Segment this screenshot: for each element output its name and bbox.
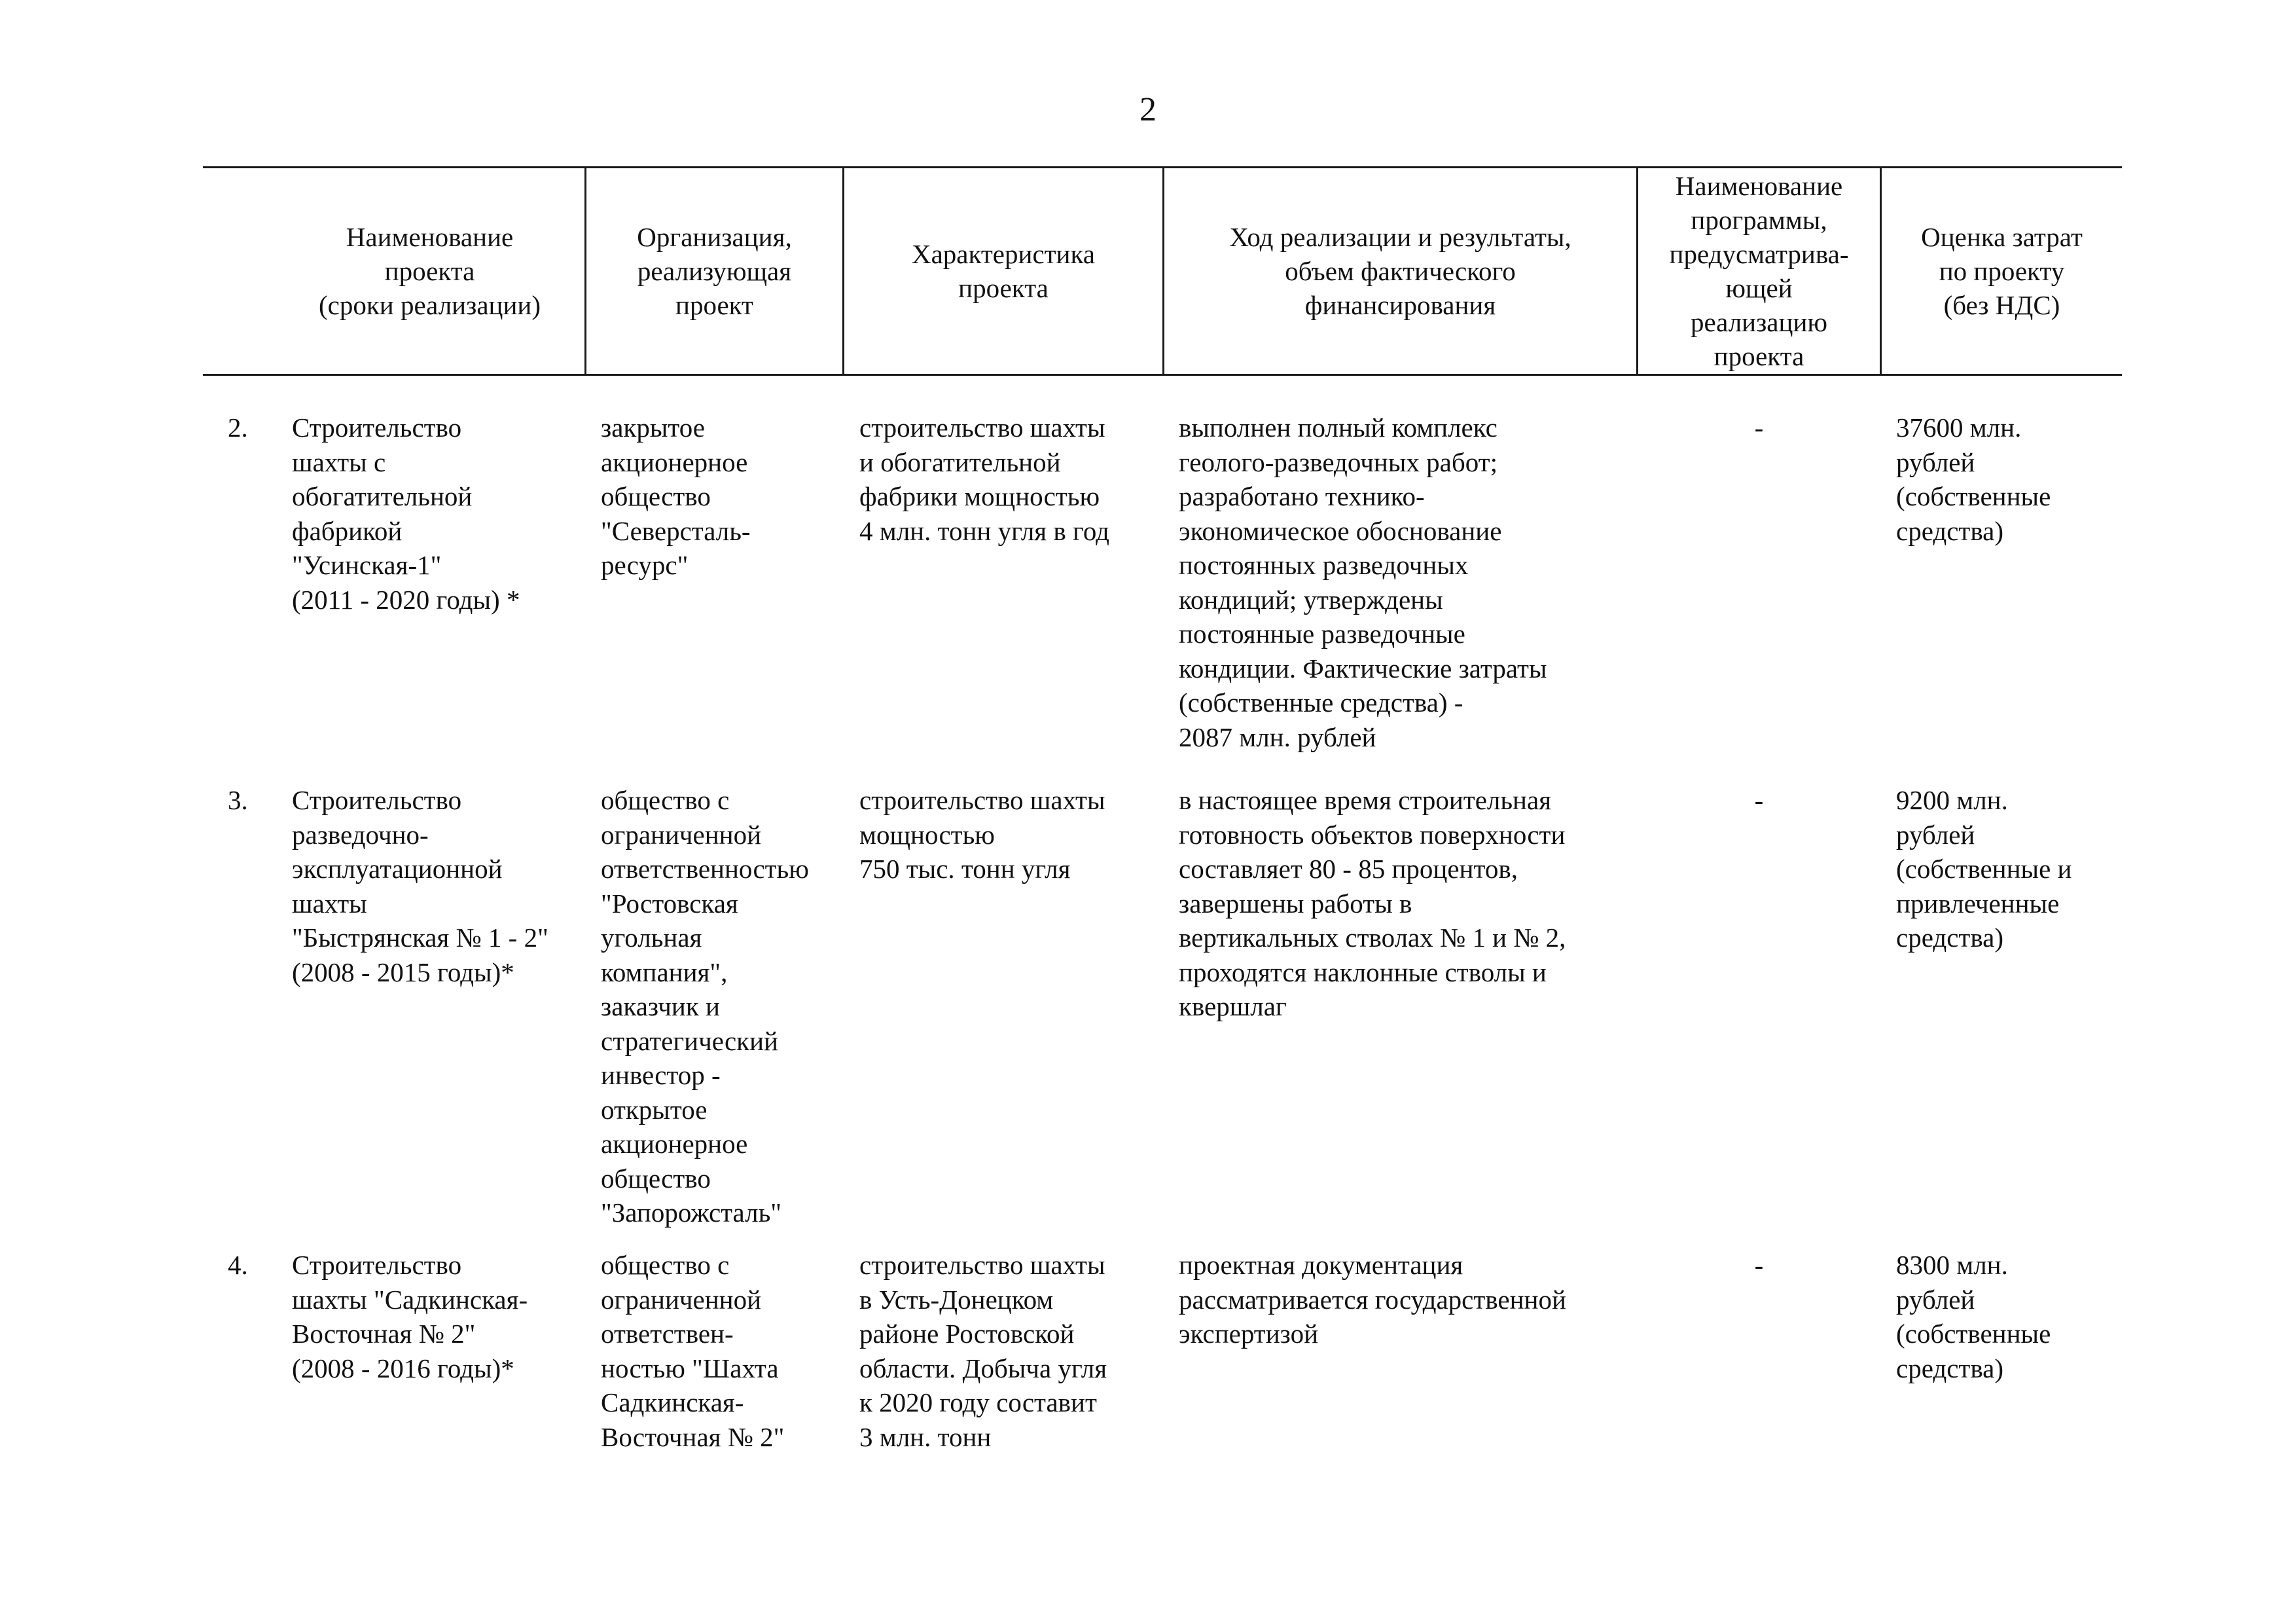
page-number: 2 (1139, 91, 1157, 128)
organization: общество с ограниченной ответствен- ностью "Шахта Садкинская- Восточная № 2" (601, 1250, 785, 1452)
header-program: Наименование программы, предусматрива- ющей реализацию проекта (1669, 171, 1849, 371)
row-number: 3. (228, 785, 248, 815)
organization: общество с ограниченной ответственностью "Ростовская угольная компания", заказчик и стратегический инвестор - открытое акционерное общество "Запорожсталь" (601, 785, 809, 1228)
cost-estimate: 9200 млн. рублей (собственные и привлеченные средства) (1896, 785, 2072, 953)
project-name: Строительство разведочно- эксплуатационной шахты "Быстрянская № 1 - 2" (2008 - 2015 годы)* (292, 785, 548, 987)
program-name: - (1754, 785, 1764, 815)
progress-results: в настоящее время строительная готовность объектов поверхности составляет 80 - 85 процентов, завершены работы в вертикальных стволах № 1 и № 2, проходятся наклонные стволы и квершлаг (1179, 785, 1566, 1021)
project-name: Строительство шахты с обогатительной фабрикой "Усинская-1" (2011 - 2020 годы) * (292, 412, 520, 615)
characteristics: строительство шахты и обогатительной фабрики мощностью 4 млн. тонн угля в год (859, 412, 1109, 546)
header-organization: Организация, реализующая проект (637, 222, 792, 320)
characteristics: строительство шахты мощностью 750 тыс. тонн угля (859, 785, 1105, 884)
program-name: - (1754, 412, 1764, 443)
cost-estimate: 37600 млн. рублей (собственные средства) (1896, 412, 2051, 546)
header-project-name: Наименование проекта (сроки реализации) (319, 222, 541, 320)
header-characteristics: Характеристика проекта (912, 239, 1095, 303)
header-progress: Ход реализации и результаты, объем фактического финансирования (1229, 222, 1571, 320)
progress-results: выполнен полный комплекс геолого-разведочных работ; разработано технико- экономическое обоснование постоянных разведочных кондиций; утверждены постоянные разведочные кондиции. Фактические затраты (собственные средства) - 2087 млн. рублей (1179, 412, 1547, 752)
program-name: - (1754, 1250, 1764, 1280)
cost-estimate: 8300 млн. рублей (собственные средства) (1896, 1250, 2051, 1383)
header-cost: Оценка затрат по проекту (без НДС) (1921, 222, 2083, 320)
organization: закрытое акционерное общество "Северсталь- ресурс" (601, 412, 751, 580)
row-number: 2. (228, 412, 248, 443)
progress-results: проектная документация рассматривается государственной экспертизой (1179, 1250, 1566, 1349)
project-name: Строительство шахты "Садкинская- Восточная № 2" (2008 - 2016 годы)* (292, 1250, 528, 1383)
row-number: 4. (228, 1250, 248, 1280)
characteristics: строительство шахты в Усть-Донецком районе Ростовской области. Добыча угля к 2020 году составит 3 млн. тонн (859, 1250, 1107, 1452)
